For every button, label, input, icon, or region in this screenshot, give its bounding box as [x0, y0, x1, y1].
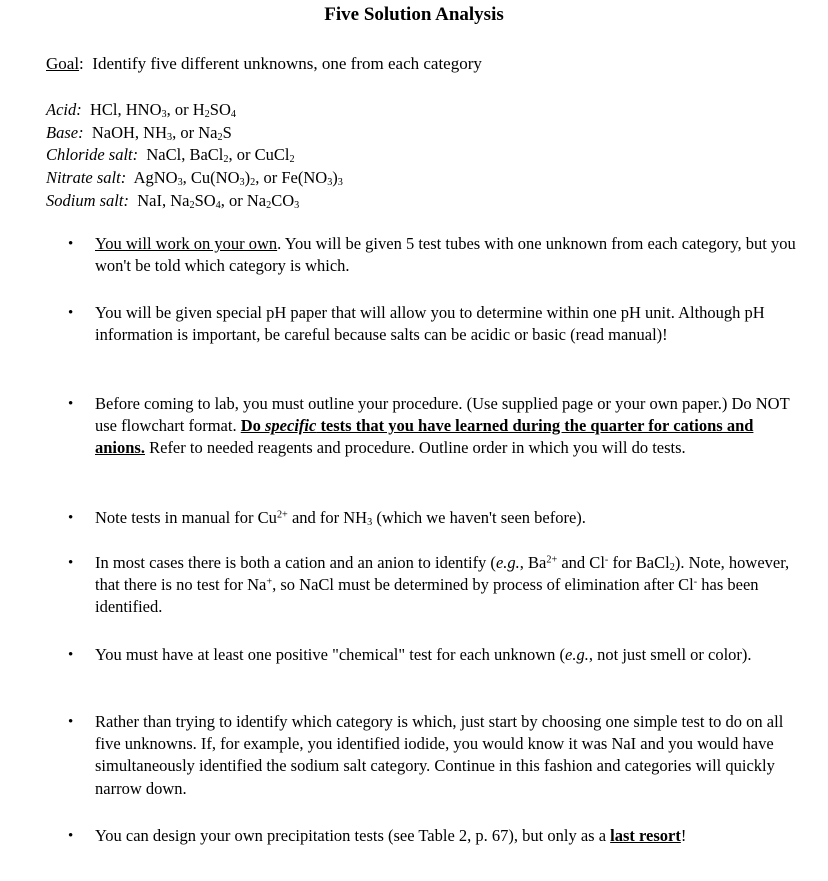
instruction-item: • You will work on your own. You will be given 5 test tubes with one unknown from each category, but you won't be told which category is which. — [68, 234, 796, 276]
category-acid: Acid: HCl, $HNO_3$, or $H_2SO_4$ — [46, 100, 236, 120]
bullet-icon: • — [68, 555, 74, 571]
category-label: Acid: — [46, 100, 82, 119]
bullet-icon: • — [68, 305, 74, 321]
goal-colon: : — [79, 54, 84, 73]
category-label: Base: — [46, 122, 84, 142]
instruction-item: • You can design your own precipitation tests (see Table 2, p. 67), but only as a last resort! — [95, 825, 807, 847]
instruction-item: • In most cases there is both a cation and an anion to identify (e.g., $Ba^{2+}$ and Cl- for BaCl$_2$). Note, however, that there is no test for Na+, so NaCl must be determined by process of elimination after Cl- has been identified. — [68, 553, 790, 617]
category-label: Nitrate salt: — [46, 168, 127, 188]
bullet-icon: • — [68, 828, 74, 844]
page-title: Five Solution Analysis — [324, 4, 504, 25]
category-nitrate: Nitrate salt: AgNO$_3$, $Cu(NO_3)_2$, or $Fe(NO_3)_3$ — [46, 168, 343, 188]
category-chloride: Chloride salt: NaCl, BaCl$_2$, or CuCl$_2$ — [46, 145, 295, 166]
goal-line — [46, 54, 482, 74]
bullet-icon: • — [68, 510, 74, 526]
goal-text: Identify five different unknowns, one from each category — [92, 54, 482, 73]
instruction-item: • You will be given special pH paper that will allow you to determine within one pH unit. Although pH information is important, be careful because salts can be acidic or basic (read manual)! — [68, 303, 765, 345]
bullet-icon: • — [68, 647, 74, 663]
goal-label: Goal — [46, 54, 80, 73]
instruction-item: • Before coming to lab, you must outline your procedure. (Use supplied page or your own paper.) Do NOT use flowchart format. Do specific tests that you have learned during the quarter for cations and anions. Refer to needed reagents and procedure. Outline order in which you will do tests. — [68, 394, 790, 458]
instruction-item: • Note tests in manual for $Cu^{2+}$ and for $NH_3$ (which we haven't seen before). — [68, 508, 586, 528]
bullet-icon: • — [68, 396, 74, 412]
instruction-item: • You must have at least one positive "chemical" test for each unknown (e.g., not just smell or color). — [95, 644, 807, 666]
bullet-icon: • — [68, 714, 74, 730]
category-list — [46, 99, 343, 213]
bullet-icon: • — [68, 236, 74, 252]
category-label: Sodium salt: — [46, 190, 129, 210]
instruction-item: • Rather than trying to identify which category is which, just start by choosing one simple test to do on all five unknowns. If, for example, you identified iodide, you would know it was NaI and you would have simultaneously identified the sodium salt category. Continue in this fashion and categories will quickly narrow down. — [68, 712, 784, 798]
category-base: Base: NaOH, $NH_3$, or $Na_2S$ — [46, 122, 232, 143]
category-label: Chloride salt: — [46, 145, 139, 165]
category-sodium: Sodium salt: NaI, $Na_2SO_4$, or $Na_2CO_3$ — [46, 190, 300, 211]
